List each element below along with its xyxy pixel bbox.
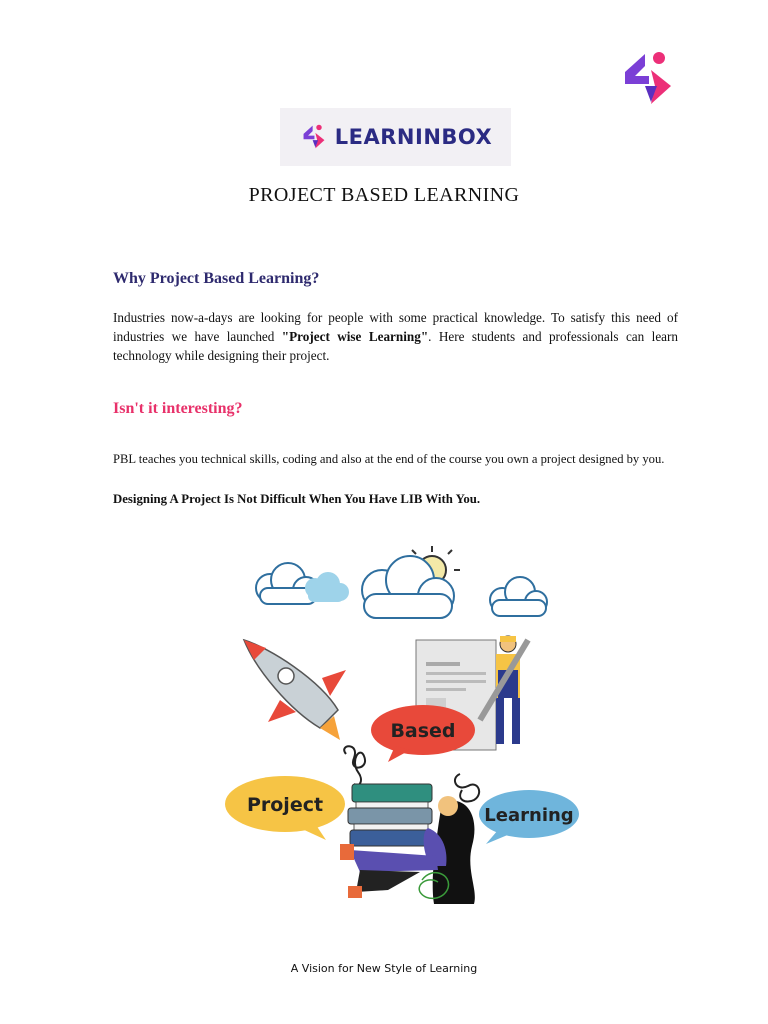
scribble-icon [455,774,479,802]
based-speech-bubble [371,705,475,762]
project-based-learning-illustration [210,540,580,920]
cloud-icon [305,572,349,602]
footer-slogan: A Vision for New Style of Learning [290,962,478,975]
based-bubble-text: Based [390,720,456,742]
rocket-icon [244,640,346,740]
project-speech-bubble [225,776,345,840]
cloud-icon [490,577,547,616]
books-icon [348,784,432,846]
scribble-icon [344,746,365,785]
learning-bubble-text: Learning [484,805,574,826]
tagline: Designing A Project Is Not Difficult When You Have LIB With You. [113,492,481,506]
page-title: PROJECT BASED LEARNING [248,184,520,206]
paragraph-intro-part2: . Here students and professionals can learn technology while designing their project. [113,329,679,363]
paragraph-intro-part1: Industries now-a-days are looking for people with some practical knowledge. To satisfy this need of industries we have launched [113,310,678,344]
brand-name: LEARNINBOX [334,125,493,149]
brand-banner [280,108,511,166]
paragraph-pbl: PBL teaches you technical skills, coding and also at the end of the course you own a project designed by you. [113,452,665,466]
brand-logo-icon [299,122,329,152]
learning-speech-bubble [479,790,579,844]
project-bubble-text: Project [246,794,324,816]
paragraph-intro [113,308,678,365]
learninbox-logo-icon [615,46,681,112]
section-heading-interesting: Isn't it interesting? [113,400,243,417]
paragraph-intro-bold: "Project wise Learning" [281,329,429,344]
section-heading-why: Why Project Based Learning? [113,270,320,287]
